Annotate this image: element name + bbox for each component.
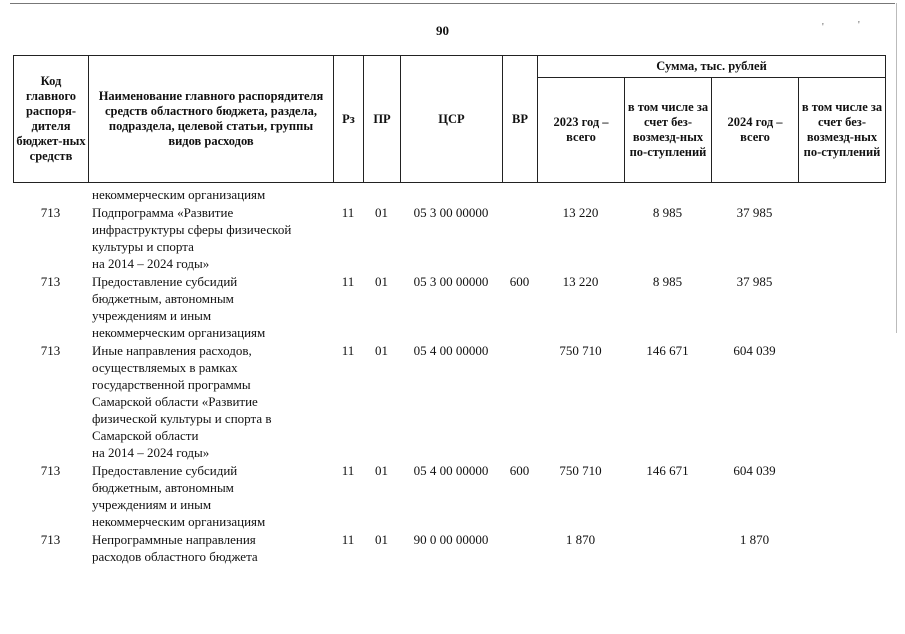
row-pr: 01 bbox=[375, 532, 388, 547]
row-2024-free bbox=[798, 462, 885, 530]
row-name: Предоставление субсидий бюджетным, автономным учреждениям и иным некоммерческим организациям bbox=[92, 463, 266, 529]
row-2024-total: 37 985 bbox=[736, 205, 773, 220]
row-2023-free bbox=[624, 186, 711, 203]
right-border-line bbox=[896, 3, 897, 333]
row-2024-total: 1 870 bbox=[739, 532, 770, 547]
header-vr: ВР bbox=[503, 56, 538, 183]
table-row bbox=[13, 273, 885, 341]
header-kod: Код главного распоря-дителя бюджет-ных средств bbox=[14, 56, 89, 183]
row-2023-free: 146 671 bbox=[646, 463, 689, 478]
header-csr: ЦСР bbox=[401, 56, 503, 183]
row-2023-free: 146 671 bbox=[646, 343, 689, 358]
row-pr: 01 bbox=[375, 205, 388, 220]
row-vr: 600 bbox=[509, 274, 530, 289]
scan-mark: ' bbox=[858, 20, 860, 31]
row-pr: 01 bbox=[375, 343, 388, 358]
header-2024-total: 2024 год – всего bbox=[712, 78, 799, 183]
header-2024-free: в том числе за счет без-возмезд-ных по-ступлений bbox=[799, 78, 886, 183]
row-2024-free bbox=[798, 531, 885, 565]
row-2023-free: 8 985 bbox=[652, 274, 683, 289]
top-border-line bbox=[10, 3, 895, 4]
header-2023-total: 2023 год – всего bbox=[538, 78, 625, 183]
table-header bbox=[13, 55, 886, 183]
row-pr: 01 bbox=[375, 463, 388, 478]
row-kod: 713 bbox=[40, 532, 61, 547]
row-pr: 01 bbox=[375, 274, 388, 289]
row-2023-total: 13 220 bbox=[562, 205, 599, 220]
row-rz: 11 bbox=[341, 532, 355, 547]
table-row bbox=[13, 342, 885, 461]
row-pr bbox=[363, 186, 400, 203]
row-2023-total bbox=[537, 186, 624, 203]
row-vr bbox=[502, 204, 537, 272]
table-row bbox=[13, 204, 885, 272]
row-kod: 713 bbox=[40, 274, 61, 289]
row-rz: 11 bbox=[341, 205, 355, 220]
row-csr: 05 4 00 00000 bbox=[413, 343, 489, 358]
row-2024-total: 37 985 bbox=[736, 274, 773, 289]
scan-mark: ' bbox=[822, 22, 824, 33]
header-2023-free: в том числе за счет без-возмезд-ных по-ступлений bbox=[625, 78, 712, 183]
row-2024-total: 604 039 bbox=[733, 343, 776, 358]
table-row bbox=[13, 462, 885, 530]
row-vr bbox=[502, 186, 537, 203]
row-rz: 11 bbox=[341, 274, 355, 289]
row-rz: 11 bbox=[341, 463, 355, 478]
row-2024-total bbox=[711, 186, 798, 203]
row-name: Предоставление субсидий бюджетным, автономным учреждениям и иным некоммерческим организациям bbox=[92, 274, 266, 340]
row-kod: 713 bbox=[40, 343, 61, 358]
header-pr: ПР bbox=[364, 56, 401, 183]
row-csr: 05 3 00 00000 bbox=[413, 274, 489, 289]
table-body bbox=[13, 186, 885, 566]
row-name: Иные направления расходов, осуществляемых в рамках государственной программы Самарской области «Развитие физической культуры и спорта в Самарской области на 2014 – 2024 годы» bbox=[92, 343, 272, 460]
row-kod: 713 bbox=[40, 463, 61, 478]
row-vr bbox=[502, 342, 537, 461]
row-csr: 90 0 00 00000 bbox=[413, 532, 489, 547]
row-csr bbox=[400, 186, 502, 203]
row-2023-total: 750 710 bbox=[559, 463, 602, 478]
row-2023-total: 750 710 bbox=[559, 343, 602, 358]
header-rz: Рз bbox=[334, 56, 364, 183]
table-row bbox=[13, 186, 885, 203]
row-vr bbox=[502, 531, 537, 565]
row-2024-free bbox=[798, 204, 885, 272]
row-name: Непрограммные направления расходов областного бюджета bbox=[92, 532, 258, 564]
row-name: Подпрограмма «Развитие инфраструктуры сферы физической культуры и спорта на 2014 – 2024 годы» bbox=[92, 205, 292, 271]
row-2023-total: 13 220 bbox=[562, 274, 599, 289]
row-2024-total: 604 039 bbox=[733, 463, 776, 478]
row-kod bbox=[13, 186, 88, 203]
row-csr: 05 3 00 00000 bbox=[413, 205, 489, 220]
row-rz: 11 bbox=[341, 343, 355, 358]
header-name: Наименование главного распорядителя средств областного бюджета, раздела, подраздела, целевой статьи, группы видов расходов bbox=[89, 56, 334, 183]
row-kod: 713 bbox=[40, 205, 61, 220]
row-name: некоммерческим организациям bbox=[92, 187, 266, 202]
row-2023-free: 8 985 bbox=[652, 205, 683, 220]
row-vr: 600 bbox=[509, 463, 530, 478]
header-sum: Сумма, тыс. рублей bbox=[538, 56, 886, 78]
table-row bbox=[13, 531, 885, 565]
row-2023-free bbox=[624, 531, 711, 565]
row-csr: 05 4 00 00000 bbox=[413, 463, 489, 478]
row-2024-free bbox=[798, 273, 885, 341]
page-number: 90 bbox=[436, 23, 449, 38]
row-rz bbox=[333, 186, 363, 203]
row-2024-free bbox=[798, 186, 885, 203]
row-2023-total: 1 870 bbox=[565, 532, 596, 547]
row-2024-free bbox=[798, 342, 885, 461]
